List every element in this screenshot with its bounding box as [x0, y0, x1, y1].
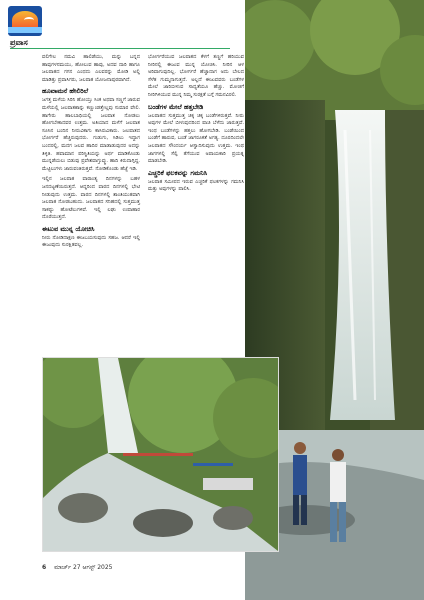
subheading: ಹೂವಾಮನೆ ಹೇಲಿರಿಲೆ — [42, 87, 89, 96]
paragraph: ಭೋರ್ಗರೆಯುವ ಜಲಪಾತದ ಕೆಳಗೆ ತಣ್ಣಗೆ ಹರಿಯುವ ನೀರಿನಲ್ಲಿ ಈಜುವ ಮುನ್ನ ಯೋಚಿಸಿ. ನೀರಿನ ಆಳ ಅರಿವಾಗುವುದಿಲ್ಲ. ಭೋರ್ಗರೆ ಹೆಚ್ಚಾದಾಗ ಅದು ಬೇಲದ ಸೆಳೆತ ಗುಮ್ಮನಾಗುತ್ತದೆ. ಅಲ್ಲದೆ ಈಜುವವರು ಬಂಡೆಗಳ ಮೇಲೆ ಜಾರಿಬೀಳುವ ಸಾಧ್ಯತೆಯೂ ಹೆಚ್ಚು. ಮೋಜಿಗೆ ನೀರಿಗಿಳಿಯುವ ಮುನ್ನ ನಿಮ್ಮ ಸುರಕ್ಷತೆ ಬಗ್ಗೆ ಗಮನವಿರಲಿ. — [148, 54, 244, 98]
subheading: ಎಚ್ಚರಿಕೆ ಫಲಕವನ್ನು ಗಮನಿಸಿ — [148, 168, 208, 177]
page-number: 6 — [42, 564, 47, 571]
paragraph: ಇಲ್ಲಿನ ಜಲಪಾತ ವಾರಾಂತ್ಯ ದಿನಗಳನ್ನು ಬಹಳ ಜನದಟ್ಟಣೆಯಿರುತ್ತದೆ. ಆದ್ದರಿಂದ ವಾರದ ದಿನಗಳಲ್ಲಿ ಭೇಟಿ ನೀಡುವುದು ಉತ್ತಮ. ವಾರದ ದಿನಗಳಲ್ಲಿ ಶಾಂತಿಯುತವಾಗಿ ಜಲಪಾತ ನೋಡಬಹುದು. ಜಲಪಾತದ ಸನಿಹದಲ್ಲಿ ಸುತ್ತಮುತ್ತ ಸಾಕಷ್ಟು ಹೋಟೆಲುಗಳಿವೆ. ಇಲ್ಲಿ ಲಘು ಉಪಾಹಾರ ದೊರೆಯುತ್ತದೆ. — [42, 176, 140, 221]
subheading: ಈಟುವ ಮುನ್ನ ಯೋಚಿಸಿ — [42, 224, 95, 233]
paragraph: ಜಗತ್ತ ಮಳೆಯ ಸಿರಿನಿ ಹೋಯ್ತು ಸಿಂಕ ಅಥವಾ ಸಣ್ಣಗೆ ಜಾರುವ ಮಳೆಯಲ್ಲಿ ಜಲಪಾತಶಾನ್ನು ಕಣ್ಣುಂಡತ್ತೇಲ್ಲವು ಸುಮಾರ ವೇಲಿ. ಹಾಗೇರು ಹಾಲಬಾಧಿಯಲ್ಲಿ ಜಲಪಾತ ನೋಡಲು ಹೋಗಬೇಕಾದವರ ಉತ್ತಮ. ಅತಿಯಾದ ಮಳೆಗೆ ಜಲಪಾತ ಸೂಸಿನ ಬಂದಿನ ನೀರುವಿಕಾಗು ಕಾಸಿರುವಿಕಾರು. ಜಲಪಾತದ ಭೋರ್ಗರೆ ಹೆಚ್ಚಿರುವುದರು. ಗುಡುಗು, ಸಿಡಿಲು ಇದ್ದಾಗ ಬಂದರಲ್ಲಿ, ಮದಗ ಜಲವ ಹಾದಿರ ಮಾಡಾಡುವುದರ ಅದನ್ನು ತಿಳ್ಳಿತಿ. ಹವಾಮಾನ ಪರಿಸ್ಥಿತಿಯನ್ನು ಅರ್ಥ ಮಾಡಿಕೊಂಡು ಮುನ್ನಡೆಯಲು ಬಿಡುವು ಪ್ರವೇಶವಾಗ್ತುವ್ದು. ಹಾದಿ ಕಿರುದಾಗ್ಗಿದ್ದ. ಮೆಟ್ಟಿಲುಗಳು ಜಾರುವಂತಿರುತ್ತವೆ. ನೋಡಿಕೊಂಡು ಹೆಜ್ಜೆ ಇಡಿ. — [42, 97, 140, 172]
article-column-left — [42, 54, 140, 253]
paragraph: ಜಲಪಾತದ ಸುತ್ತಮುತ್ತ ಚಿಕ್ಕ ಚಿಕ್ಕ ಬಂಡೆಗಳಿರುತ್ತವೆ. ನೀರು ಅವುಗಳ ಮೇಲೆ ಬೀಳುವುದರಿಂದ ಪಾಚಿ ಬೆಳೆದು ಜಾರುತ್ತವೆ. ಇಂಥ ಬಂಡೆಗಳನ್ನು ಹತ್ತಲು ಹೋಗಬೇಡಿ. ಬಂಡೆಯಿಂದ ಬಂಡೆಗೆ ಹಾರುವ, ಬಂಡೆ ಜಾಗರೂಕತೆ ಅಗತ್ಯ. ದೂರದಿಂದಲೇ ಜಲಪಾತದ ಸೌಂದರ್ಯ ಆಸ್ವಾದಿಸುವುದು ಉತ್ತಮ. ಇಂಥ ಜಾಗಗಳಲ್ಲಿ ಸೆಲ್ಫಿ ತೆಗೆಯುವ ಅಪಾಯಕಾರಿ ಪ್ರಯತ್ನ ಮಾಡಬೇಡಿ. — [148, 112, 244, 165]
paragraph: ಜಲಪಾತ ಸಮೀಪದ ಇರುವ ಎಚ್ಚರಿಕೆ ಫಲಕಗಳನ್ನು ಗಮನಿಸಿ ಮತ್ತು ಅವುಗಳನ್ನು ಪಾಲಿಸಿ. — [148, 178, 244, 193]
waterfall-photo-bottom — [42, 357, 279, 552]
section-divider — [10, 48, 230, 49]
section-title: ಪ್ರವಾಸ — [10, 38, 28, 47]
paragraph: ನೀರು ನೋಡಿದಾಕ್ಷಣ ಈಜಬಯಸುವುದು ಸಹಜ. ಆದರೆ ಇಲ್ಲಿ ಈಜುವುದು ಸುರಕ್ಷಿತವಲ್ಲ. — [42, 234, 140, 249]
page-footer — [42, 564, 112, 572]
paragraph: ವಲಿಗೇಲ ನಮವಿ ಹಾಲಿಡೆಯು, ಮನ್ನು ಬನ್ನದ ಹಾವುಗಳನಮಯು, ಹೋಲುವ ಹಾವು, ಅದವ ದಾರಿ ಹಾಗೂ ಜಲಪಾತದ ಗಗನ ಎಂಥದು ಎಲವರನ್ನು ಮೋಡಿ ಅಲ್ಲಿ ಮಾಡಿತ್ತು ಪ್ರವಾಸಿಗರು, ಜಲಪಾತ ಯೋಜನಾಪುರವಾಗಿದೆ. — [42, 54, 140, 83]
magazine-logo-icon — [8, 6, 42, 36]
article-column-right — [148, 54, 244, 197]
subheading: ಬಂಡೆಗಳ ಮೇಲೆ ಹತ್ತಬೇಡಿ — [148, 102, 204, 111]
issue-date: ಮಾರ್ಚ್ 27 ಆಗಸ್ಟ್ 2025 — [54, 564, 113, 571]
